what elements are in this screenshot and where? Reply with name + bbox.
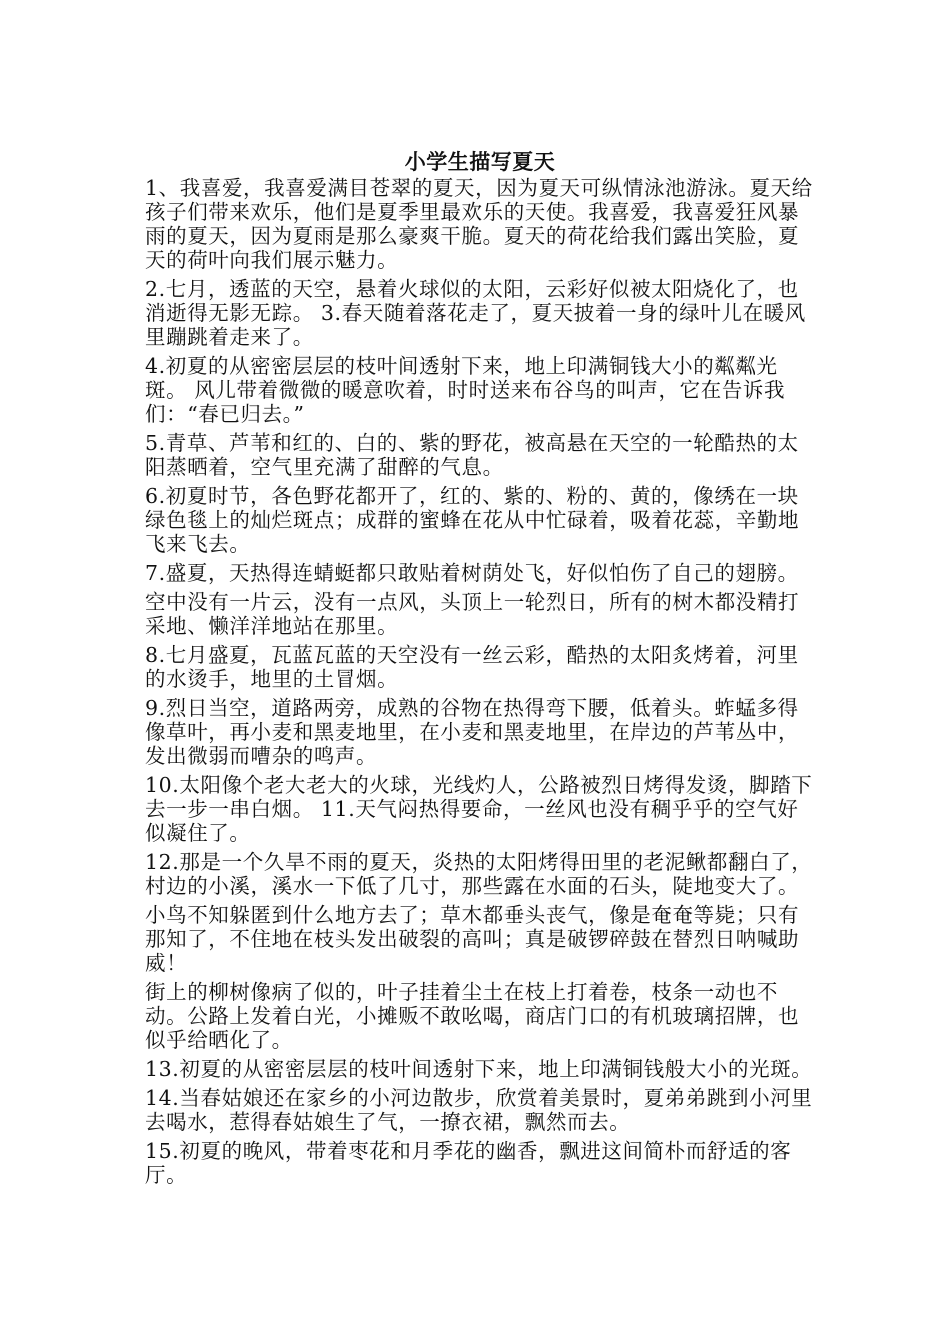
paragraph-14: 13.初夏的从密密层层的枝叶间透射下来，地上印满铜钱般大小的光斑。 — [145, 1057, 813, 1081]
paragraph-6: 7.盛夏，天热得连蜻蜓都只敢贴着树荫处飞，好似怕伤了自己的翅膀。 — [145, 561, 799, 585]
paragraph-16: 15.初夏的晚风，带着枣花和月季花的幽香，飘进这间简朴而舒适的客厅。 — [145, 1139, 792, 1187]
paragraph-13: 街上的柳树像病了似的，叶子挂着尘土在枝上打着卷，枝条一动也不动。公路上发着白光，小摊贩不敢吆喝，商店门口的有机玻璃招牌，也似乎给晒化了。 — [145, 980, 800, 1052]
paragraph-10: 10.太阳像个老大老大的火球，光线灼人，公路被烈日烤得发烫，脚踏下去一步一串白烟。 11.天气闷热得要命，一丝风也没有稠乎乎的空气好似凝住了。 — [145, 773, 813, 845]
paragraph-12: 小鸟不知躲匿到什么地方去了；草木都垂头丧气，像是奄奄等毙；只有那知了，不住地在枝头发出破裂的高叫；真是破锣碎鼓在替烈日呐喊助威！ — [145, 903, 800, 975]
document-title: 小学生描写夏天 — [404, 149, 556, 174]
paragraph-9: 9.烈日当空，道路两旁，成熟的谷物在热得弯下腰，低着头。蚱蜢多得像草叶，再小麦和黑麦地里，在小麦和黑麦地里，在岸边的芦苇丛中，发出微弱而嘈杂的鸣声。 — [145, 696, 800, 768]
paragraph-1: 1、我喜爱，我喜爱满目苍翠的夏天，因为夏天可纵情泳池游泳。夏天给孩子们带来欢乐，他们是夏季里最欢乐的天使。我喜爱，我喜爱狂风暴雨的夏天，因为夏雨是那么豪爽干脆。夏天的荷花给我们露出笑脸，夏天的荷叶向我们展示魅力。 — [145, 176, 813, 272]
paragraph-3: 4.初夏的从密密层层的枝叶间透射下来，地上印满铜钱大小的粼粼光斑。 风儿带着微微的暖意吹着，时时送来布谷鸟的叫声，它在告诉我们：“春已归去。” — [145, 354, 786, 426]
paragraph-4: 5.青草、芦苇和红的、白的、紫的野花，被高悬在天空的一轮酷热的太阳蒸晒着，空气里充满了甜醉的气息。 — [145, 431, 799, 479]
paragraph-8: 8.七月盛夏，瓦蓝瓦蓝的天空没有一丝云彩，酷热的太阳炙烤着，河里的水烫手，地里的土冒烟。 — [145, 643, 799, 691]
document-body — [145, 148, 815, 1192]
paragraph-11: 12.那是一个久旱不雨的夏天，炎热的太阳烤得田里的老泥鳅都翻白了，村边的小溪，溪水一下低了几寸，那些露在水面的石头，陡地变大了。 — [145, 850, 813, 898]
paragraph-2: 2.七月，透蓝的天空，悬着火球似的太阳，云彩好似被太阳烧化了，也消逝得无影无踪。 3.春天随着落花走了，夏天披着一身的绿叶儿在暖风里蹦跳着走来了。 — [145, 277, 806, 349]
paragraph-7: 空中没有一片云，没有一点风，头顶上一轮烈日，所有的树木都没精打采地、懒洋洋地站在那里。 — [145, 590, 800, 638]
paragraph-15: 14.当春姑娘还在家乡的小河边散步，欣赏着美景时，夏弟弟跳到小河里去喝水，惹得春姑娘生了气，一撩衣裙，飘然而去。 — [145, 1086, 813, 1134]
paragraph-5: 6.初夏时节，各色野花都开了，红的、紫的、粉的、黄的，像绣在一块绿色毯上的灿烂斑点；成群的蜜蜂在花从中忙碌着，吸着花蕊，辛勤地飞来飞去。 — [145, 484, 800, 556]
